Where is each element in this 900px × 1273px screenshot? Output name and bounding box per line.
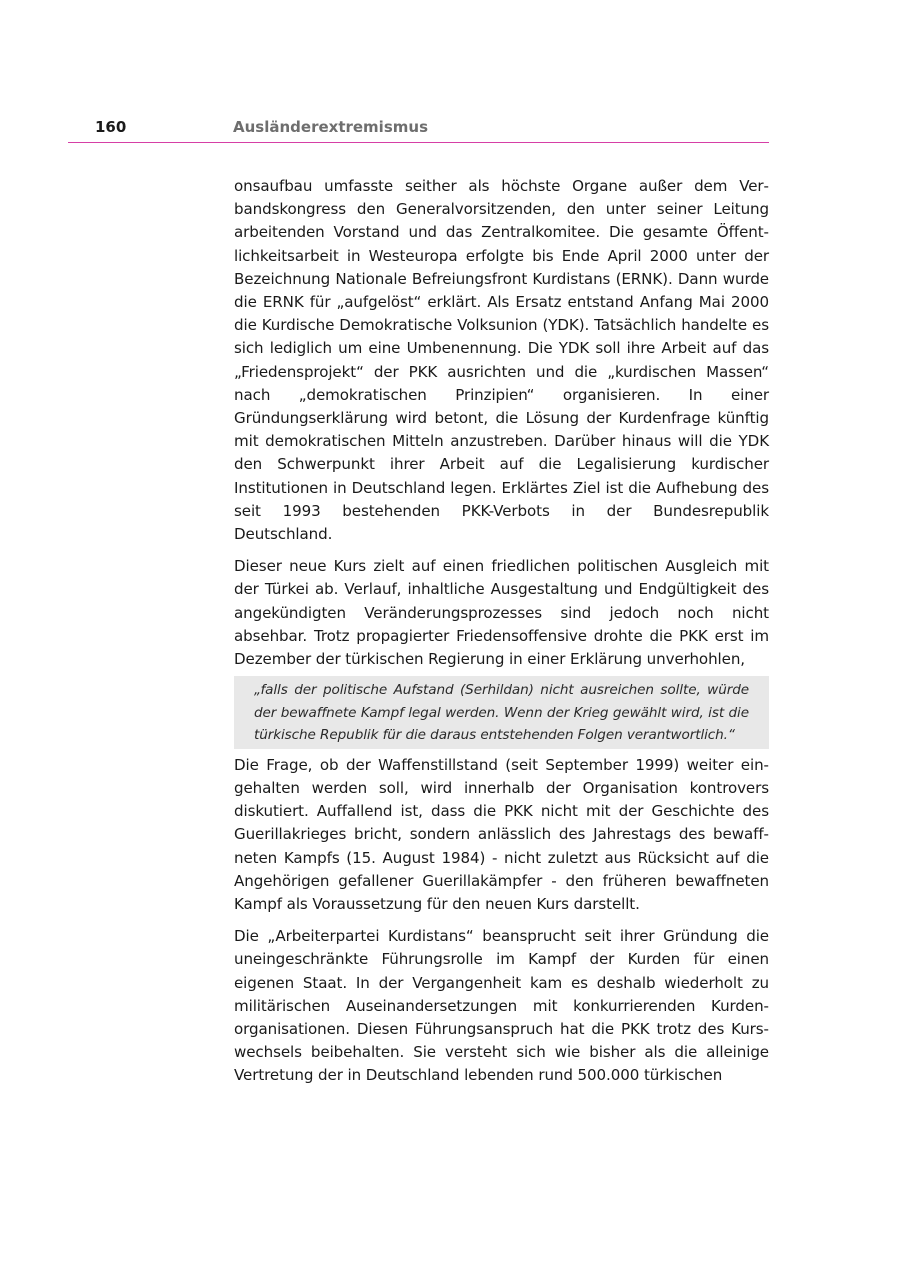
body-text (234, 175, 769, 1097)
quote-block (234, 676, 769, 749)
paragraph-3: Die Frage, ob der Waffenstillstand (seit September 1999) weiter eingehalten werden soll, wird innerhalb der Organisation kontrovers diskutiert. Auffallend ist, dass die PKK nicht mit der Geschichte des Guerillakrieges bricht, sondern anlässlich des Jahrestags des bewaffneten Kampfs (15. August 1984) - nicht zuletzt aus Rücksicht auf die Angehörigen gefallener Guerillakämpfer - den früheren bewaffneten Kampf als Voraussetzung für den neuen Kurs darstellt. (234, 755, 769, 913)
page-header (68, 116, 769, 143)
paragraph-1: onsaufbau umfasste seither als höchste Organe außer dem Verbandskongress den Generalvorsitzenden, den unter seiner Leitung arbeitenden Vorstand und das Zentralkomitee. Die gesamte Öffentlichkeitsarbeit in Westeuropa erfolgte bis Ende April 2000 unter der Bezeichnung Nationale Befreiungsfront Kurdistans (ERNK). Dann wurde die ERNK für „aufgelöst“ erklärt. Als Ersatz entstand Anfang Mai 2000 die Kurdische Demokratische Volksunion (YDK). Tatsächlich handelte es sich lediglich um eine Umbenennung. Die YDK soll ihre Arbeit auf das „Friedensprojekt“ der PKK ausrichten und die „kurdischen Massen“ nach „demokratischen Prinzipien“ organisieren. In einer Gründungserklärung wird betont, die Lösung der Kurdenfrage künftig mit demokratischen Mitteln anzustreben. Darüber hinaus will die YDK den Schwerpunkt ihrer Arbeit auf die Legalisierung kurdischer Institutionen in Deutschland legen. Erklärtes Ziel ist die Aufhebung des seit 1993 bestehenden PKK-Verbots in der Bundesrepublik Deutschland. (234, 177, 769, 544)
paragraph-4: Die „Arbeiterpartei Kurdistans“ beansprucht seit ihrer Gründung die uneingeschränkte Führungsrolle im Kampf der Kurden für einen eigenen Staat. In der Vergangenheit kam es deshalb wiederholt zu militärischen Auseinandersetzungen mit konkurrierenden Kurdenorganisationen. Diesen Führungsanspruch hat die PKK trotz des Kurswechsels beibehalten. Sie versteht sich wie bisher als die alleinige Vertretung der in Deutschland lebenden rund 500.000 türkischen (234, 927, 769, 1085)
section-title: Ausländerextremismus (233, 118, 428, 136)
page-number: 160 (95, 118, 127, 136)
quote-text: „falls der politische Aufstand (Serhildan) nicht ausreichen sollte, würde der bewaffnete Kampf legal werden. Wenn der Krieg gewählt wird, ist die türkische Republik für die daraus entstehenden Folgen verantwortlich.“ (254, 682, 749, 744)
paragraph-2: Dieser neue Kurs zielt auf einen friedlichen politischen Ausgleich mit der Türkei ab. Verlauf, inhaltliche Ausgestaltung und Endgültigkeit des angekündigten Veränderungsprozesses sind jedoch noch nicht absehbar. Trotz propagierter Friedensoffensive drohte die PKK erst im Dezember der türkischen Regierung in einer Erklärung unverhohlen, (234, 557, 769, 669)
